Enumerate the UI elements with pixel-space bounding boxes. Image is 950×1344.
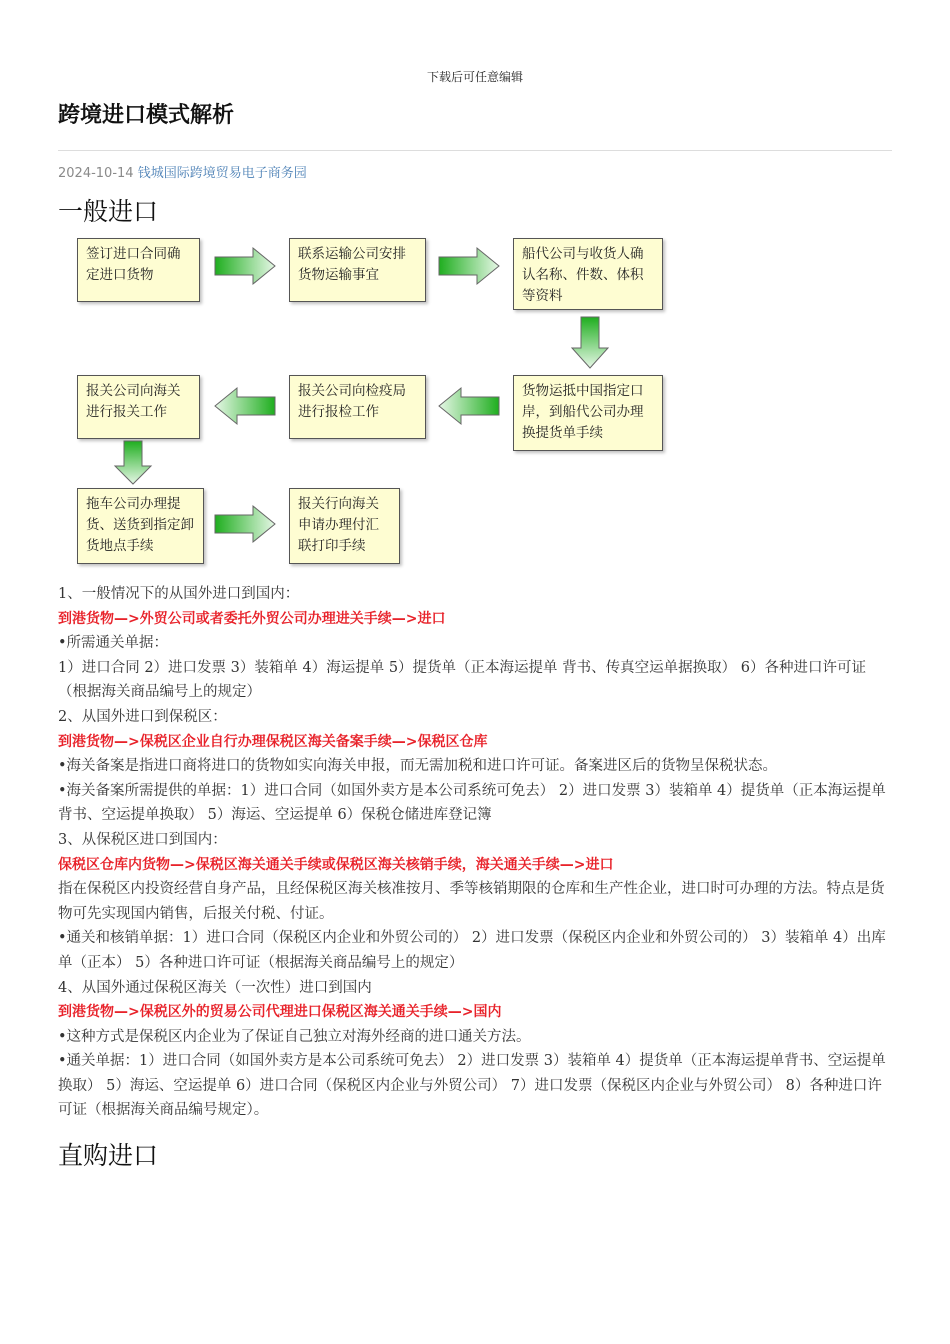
flow-summary-red: 保税区仓库内货物—>保税区海关通关手续或保税区海关核销手续，海关通关手续—>进口 <box>58 856 614 873</box>
flow-box-4: 货物运抵中国指定口岸，到船代公司办理换提货单手续 <box>513 375 663 451</box>
article-body <box>58 582 894 1123</box>
paragraph: 4、从国外通过保税区海关（一次性）进口到国内 <box>58 979 372 996</box>
paragraph: •海关备案所需提供的单据：1）进口合同（如国外卖方是本公司系统可免去） 2）进口发票 3）装箱单 4）提货单（正本海运提单背书、空运提单换取） 5）海运、空运提单 6）保税仓储进库登记簿 <box>58 782 886 824</box>
flow-summary-red: 到港货物—>外贸公司或者委托外贸公司办理进关手续—>进口 <box>58 610 446 627</box>
arrow-down-icon <box>570 316 610 370</box>
flow-summary-red: 到港货物—>保税区外的贸易公司代理进口保税区海关通关手续—>国内 <box>58 1004 502 1021</box>
arrow-left-icon <box>437 386 501 426</box>
article-meta <box>58 162 307 181</box>
header-note: 下载后可任意编辑 <box>426 70 523 84</box>
section-heading-direct: 直购进口 <box>58 1141 159 1170</box>
paragraph: 3、从保税区进口到国内： <box>58 831 227 848</box>
flow-box-7: 拖车公司办理提货、送货到指定卸货地点手续 <box>77 488 204 564</box>
arrow-down-icon <box>113 440 153 486</box>
flow-box-3: 船代公司与收货人确认名称、件数、体积等资料 <box>513 238 663 310</box>
flow-box-2: 联系运输公司安排货物运输事宜 <box>289 238 426 302</box>
flow-summary-red: 到港货物—>保税区企业自行办理保税区海关备案手续—>保税区仓库 <box>58 733 488 750</box>
arrow-right-icon <box>213 246 277 286</box>
flow-box-1: 签订进口合同确定进口货物 <box>77 238 200 302</box>
arrow-right-icon <box>213 504 277 544</box>
flow-box-6: 报关公司向海关进行报关工作 <box>77 375 200 439</box>
paragraph: 指在保税区内投资经营自身产品，且经保税区海关核准按月、季等核销期限的仓库和生产性企业，进口时可办理的方法。特点是货物可先实现国内销售，后报关付税、付证。 <box>58 881 885 922</box>
paragraph: •通关单据：1）进口合同（如国外卖方是本公司系统可免去） 2）进口发票 3）装箱单 4）提货单（正本海运提单背书、空运提单换取） 5）海运、空运提单 6）进口合同（保税区内企业与外贸公司） 7）进口发票（保税区内企业与外贸公司） 8）各种进口许可证（根据海关商品编号规定）。 <box>58 1053 886 1119</box>
paragraph: •海关备案是指进口商将进口的货物如实向海关申报，而无需加税和进口许可证。备案进区后的货物呈保税状态。 <box>58 758 778 775</box>
title-divider <box>58 150 892 151</box>
arrow-left-icon <box>213 386 277 426</box>
paragraph: 2、从国外进口到保税区： <box>58 708 227 725</box>
section-heading-general: 一般进口 <box>58 197 159 226</box>
arrow-right-icon <box>437 246 501 286</box>
page-title: 跨境进口模式解析 <box>58 103 235 128</box>
paragraph: 1）进口合同 2）进口发票 3）装箱单 4）海运提单 5）提货单（正本海运提单 背书、传真空运单据换取） 6）各种进口许可证（根据海关商品编号上的规定） <box>58 659 867 701</box>
flow-box-5: 报关公司向检疫局进行报检工作 <box>289 375 426 439</box>
source-link[interactable]: 钱城国际跨境贸易电子商务园 <box>137 166 307 181</box>
publish-date: 2024-10-14 <box>58 166 134 181</box>
paragraph: •这种方式是保税区内企业为了保证自己独立对海外经商的进口通关方法。 <box>58 1028 531 1045</box>
paragraph: •所需通关单据： <box>58 635 169 652</box>
paragraph: 1、一般情况下的从国外进口到国内： <box>58 586 300 602</box>
flow-box-8: 报关行向海关申请办理付汇联打印手续 <box>289 488 400 564</box>
paragraph: •通关和核销单据：1）进口合同（保税区内企业和外贸公司的） 2）进口发票（保税区内企业和外贸公司的） 3）装箱单 4）出库单（正本） 5）各种进口许可证（根据海关商品编号上的规定） <box>58 930 886 971</box>
